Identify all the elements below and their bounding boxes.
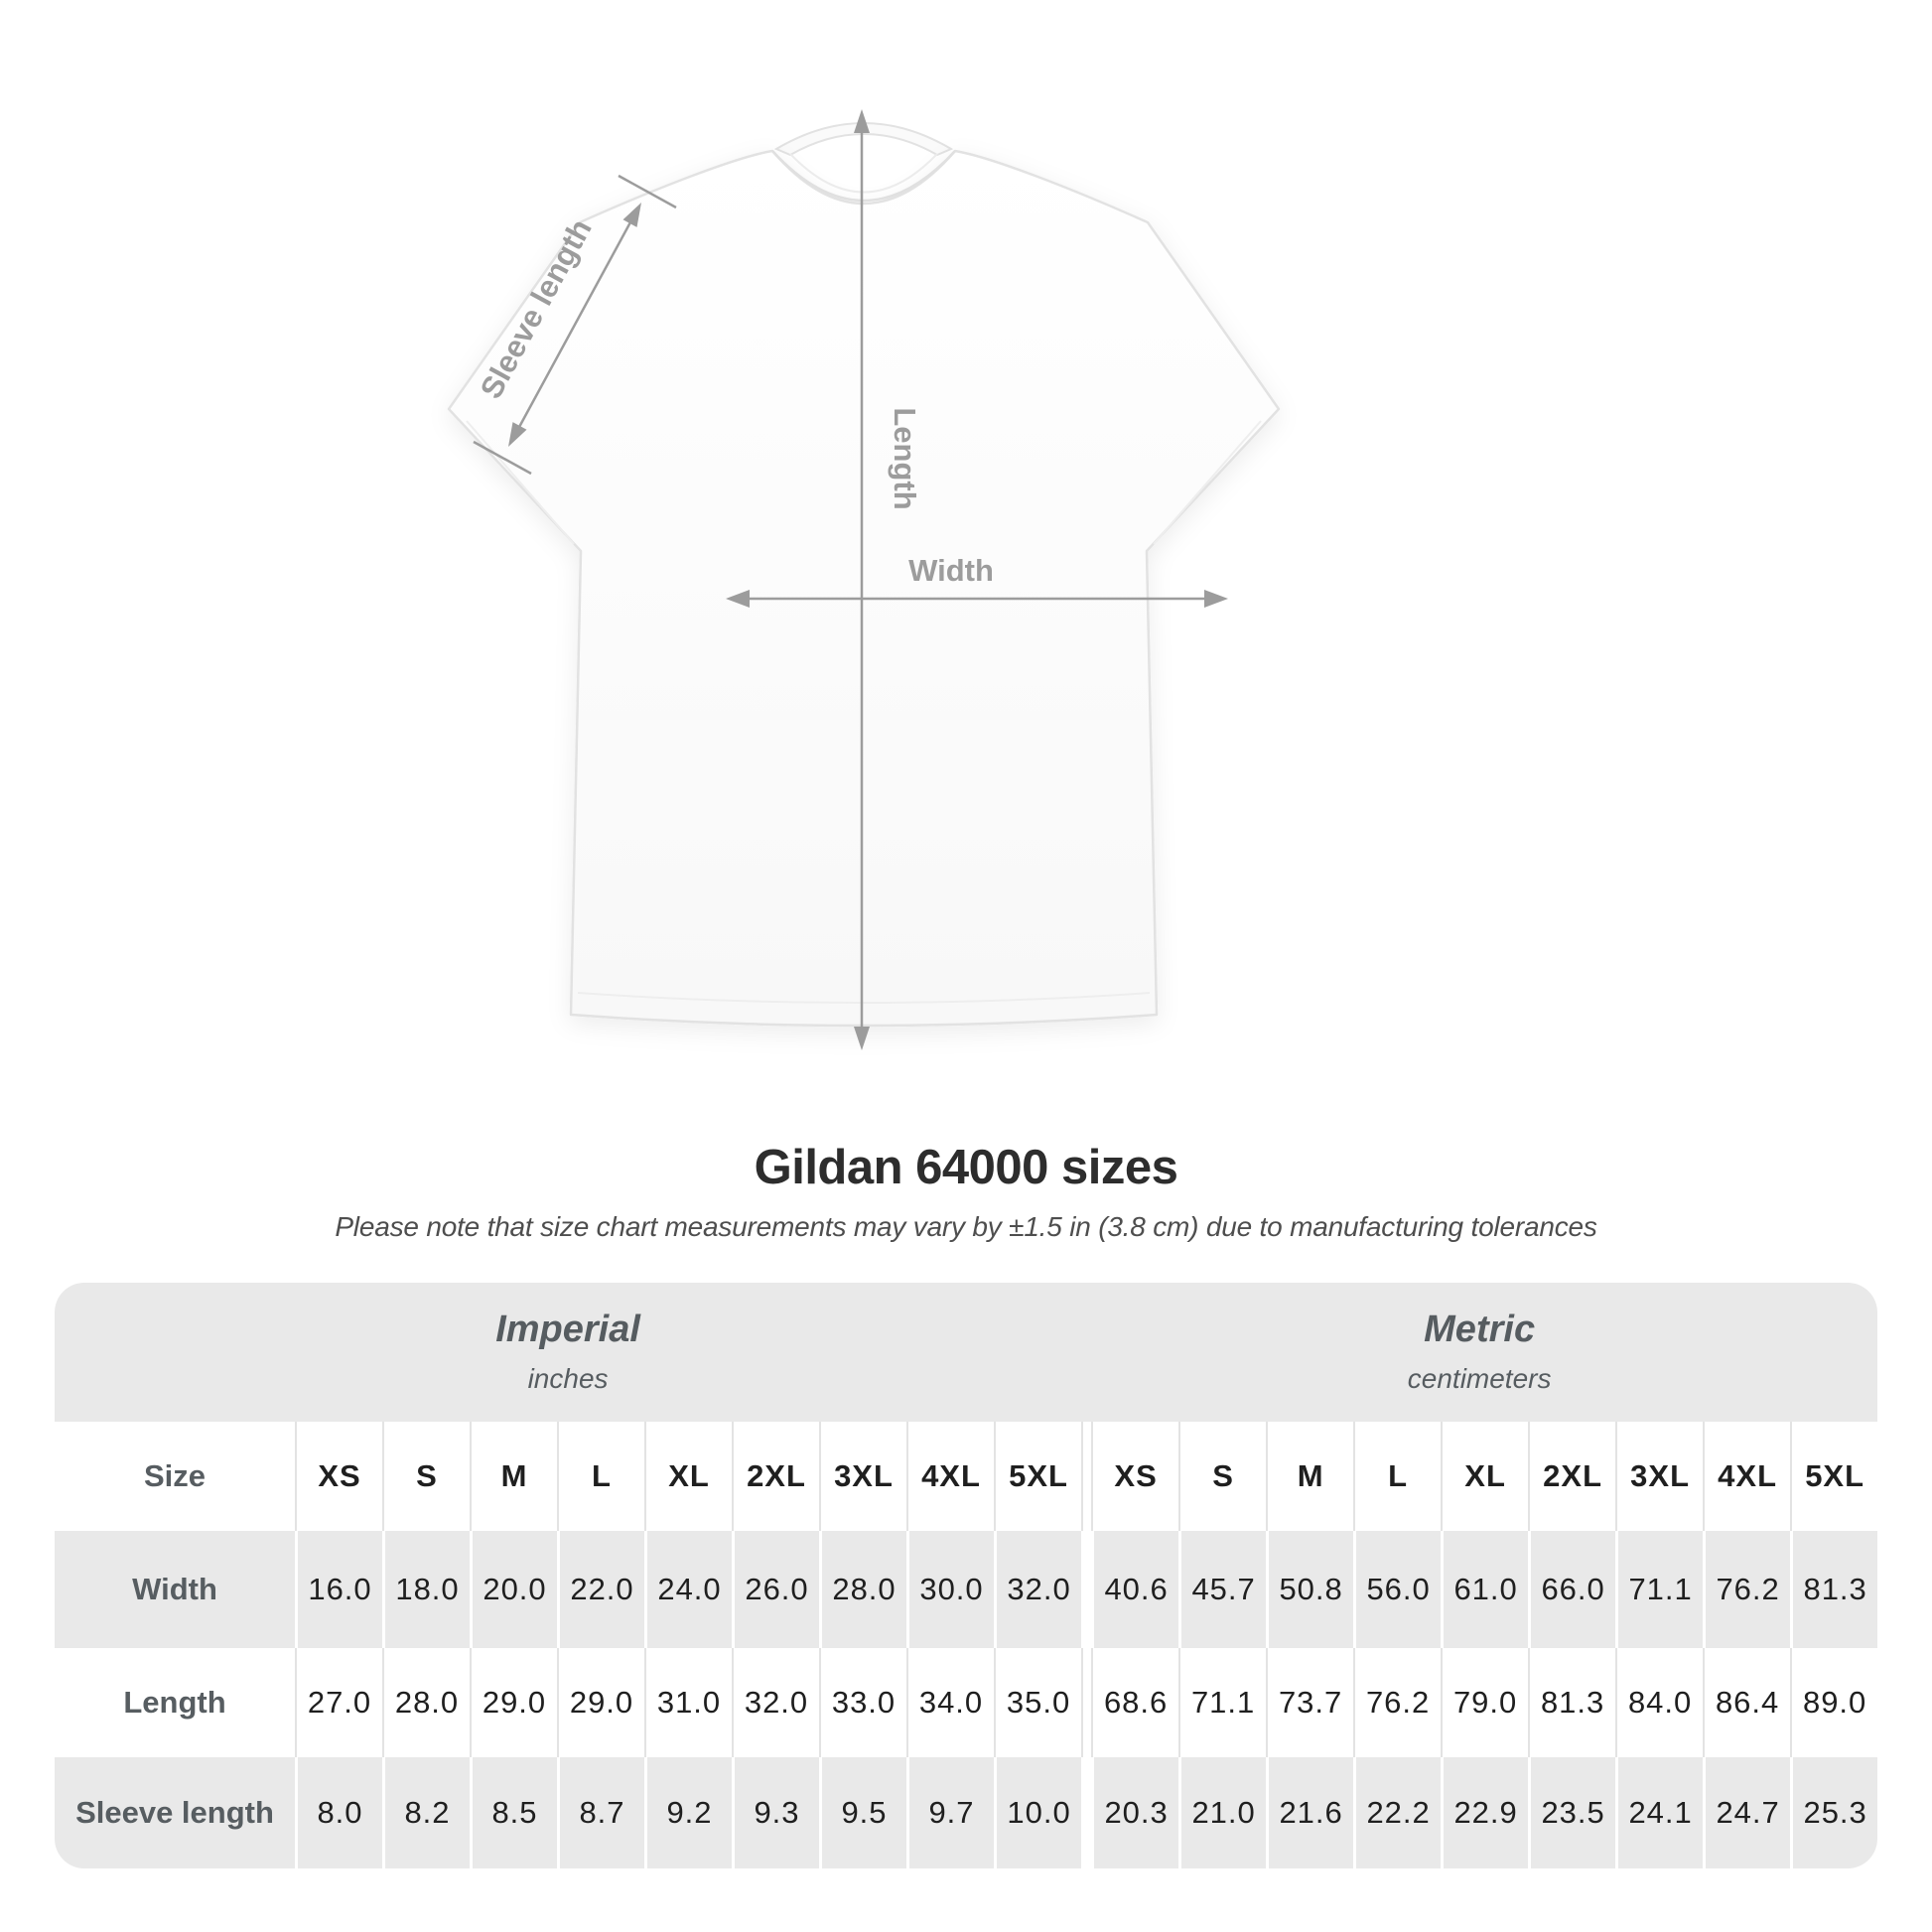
size-col-imperial-5XL: 5XL	[994, 1422, 1081, 1531]
length-row	[55, 1648, 1877, 1757]
width-row	[55, 1531, 1877, 1648]
length-row-cell-metric-5XL: 89.0	[1790, 1648, 1877, 1757]
size-col-imperial-2XL: 2XL	[732, 1422, 819, 1531]
metric-section-header	[1081, 1283, 1877, 1422]
length-row-label: Length	[55, 1648, 295, 1757]
length-row-cell-metric-S: 71.1	[1178, 1648, 1266, 1757]
sleeve-length-row-cell-metric-S: 21.0	[1178, 1757, 1266, 1868]
width-row-cell-imperial-5XL: 32.0	[994, 1531, 1081, 1648]
width-row-cell-metric-XL: 61.0	[1441, 1531, 1528, 1648]
size-table-grid	[55, 1283, 1877, 1868]
width-label: Width	[908, 553, 994, 588]
width-row-cell-imperial-2XL: 26.0	[732, 1531, 819, 1648]
length-row-cell-imperial-2XL: 32.0	[732, 1648, 819, 1757]
length-row-cell-metric-3XL: 84.0	[1615, 1648, 1703, 1757]
page-subtitle: Please note that size chart measurements may vary by ±1.5 in (3.8 cm) due to manufacturing tolerances	[335, 1211, 1597, 1242]
imperial-unit: inches	[527, 1362, 609, 1394]
sleeve-length-row-cell-metric-XS: 20.3	[1091, 1757, 1178, 1868]
width-row-cell-imperial-L: 22.0	[557, 1531, 644, 1648]
section-divider	[1081, 1648, 1091, 1757]
size-header-row-label: Size	[55, 1422, 295, 1531]
size-col-imperial-3XL: 3XL	[819, 1422, 906, 1531]
width-row-cell-metric-3XL: 71.1	[1615, 1531, 1703, 1648]
size-header-row	[55, 1422, 1877, 1531]
width-row-cell-imperial-XL: 24.0	[644, 1531, 732, 1648]
width-row-cell-metric-5XL: 81.3	[1790, 1531, 1877, 1648]
sleeve-length-row-cell-metric-2XL: 23.5	[1528, 1757, 1615, 1868]
length-row-cell-imperial-XL: 31.0	[644, 1648, 732, 1757]
size-col-imperial-M: M	[470, 1422, 557, 1531]
length-row-cell-metric-M: 73.7	[1266, 1648, 1353, 1757]
tshirt-outline	[449, 151, 1279, 1026]
sleeve-length-row-cell-imperial-XS: 8.0	[295, 1757, 382, 1868]
metric-unit: centimeters	[1407, 1362, 1552, 1394]
sleeve-length-row-cell-imperial-XL: 9.2	[644, 1757, 732, 1868]
width-row-cell-metric-S: 45.7	[1178, 1531, 1266, 1648]
length-row-cell-imperial-5XL: 35.0	[994, 1648, 1081, 1757]
sleeve-length-row-cell-metric-XL: 22.9	[1441, 1757, 1528, 1868]
sleeve-length-row-cell-metric-L: 22.2	[1353, 1757, 1441, 1868]
size-col-imperial-XL: XL	[644, 1422, 732, 1531]
length-row-cell-metric-4XL: 86.4	[1703, 1648, 1790, 1757]
width-row-cell-metric-4XL: 76.2	[1703, 1531, 1790, 1648]
size-col-metric-XL: XL	[1441, 1422, 1528, 1531]
size-col-imperial-S: S	[382, 1422, 470, 1531]
size-col-metric-L: L	[1353, 1422, 1441, 1531]
length-row-cell-imperial-4XL: 34.0	[906, 1648, 994, 1757]
size-col-metric-3XL: 3XL	[1615, 1422, 1703, 1531]
length-row-cell-metric-2XL: 81.3	[1528, 1648, 1615, 1757]
size-col-metric-XS: XS	[1091, 1422, 1178, 1531]
length-row-cell-metric-L: 76.2	[1353, 1648, 1441, 1757]
length-row-cell-imperial-3XL: 33.0	[819, 1648, 906, 1757]
section-divider	[1081, 1422, 1091, 1531]
sleeve-length-row-cell-metric-M: 21.6	[1266, 1757, 1353, 1868]
width-row-cell-imperial-M: 20.0	[470, 1531, 557, 1648]
metric-label: Metric	[1424, 1309, 1536, 1351]
width-row-cell-metric-XS: 40.6	[1091, 1531, 1178, 1648]
page-title: Gildan 64000 sizes	[754, 1141, 1178, 1194]
sleeve-length-row	[55, 1757, 1877, 1868]
sleeve-length-row-cell-imperial-M: 8.5	[470, 1757, 557, 1868]
size-col-imperial-XS: XS	[295, 1422, 382, 1531]
length-row-cell-imperial-L: 29.0	[557, 1648, 644, 1757]
sleeve-length-row-cell-imperial-3XL: 9.5	[819, 1757, 906, 1868]
size-table	[55, 1283, 1877, 1868]
length-label: Length	[888, 407, 922, 510]
width-row-cell-imperial-3XL: 28.0	[819, 1531, 906, 1648]
sleeve-length-row-cell-imperial-5XL: 10.0	[994, 1757, 1081, 1868]
width-row-cell-imperial-4XL: 30.0	[906, 1531, 994, 1648]
size-col-metric-5XL: 5XL	[1790, 1422, 1877, 1531]
width-row-cell-metric-L: 56.0	[1353, 1531, 1441, 1648]
width-row-cell-imperial-XS: 16.0	[295, 1531, 382, 1648]
heading-block	[0, 1140, 1932, 1243]
sleeve-length-row-cell-metric-3XL: 24.1	[1615, 1757, 1703, 1868]
size-col-metric-2XL: 2XL	[1528, 1422, 1615, 1531]
width-row-cell-imperial-S: 18.0	[382, 1531, 470, 1648]
imperial-label: Imperial	[495, 1309, 640, 1351]
section-divider	[1081, 1531, 1091, 1648]
unit-band-row	[55, 1283, 1877, 1422]
sleeve-length-row-label: Sleeve length	[55, 1757, 295, 1868]
sleeve-length-row-cell-imperial-4XL: 9.7	[906, 1757, 994, 1868]
length-row-cell-metric-XS: 68.6	[1091, 1648, 1178, 1757]
length-row-cell-imperial-M: 29.0	[470, 1648, 557, 1757]
size-col-imperial-L: L	[557, 1422, 644, 1531]
size-col-metric-S: S	[1178, 1422, 1266, 1531]
sleeve-length-row-cell-metric-4XL: 24.7	[1703, 1757, 1790, 1868]
imperial-section-header	[55, 1283, 1081, 1422]
width-row-cell-metric-M: 50.8	[1266, 1531, 1353, 1648]
length-row-cell-imperial-XS: 27.0	[295, 1648, 382, 1757]
sleeve-length-row-cell-metric-5XL: 25.3	[1790, 1757, 1877, 1868]
section-divider	[1081, 1757, 1091, 1868]
sleeve-length-row-cell-imperial-L: 8.7	[557, 1757, 644, 1868]
length-row-cell-metric-XL: 79.0	[1441, 1648, 1528, 1757]
size-col-metric-M: M	[1266, 1422, 1353, 1531]
sleeve-length-row-cell-imperial-2XL: 9.3	[732, 1757, 819, 1868]
sleeve-length-label: Sleeve length	[473, 212, 599, 405]
size-col-metric-4XL: 4XL	[1703, 1422, 1790, 1531]
size-col-imperial-4XL: 4XL	[906, 1422, 994, 1531]
width-row-label: Width	[55, 1531, 295, 1648]
width-row-cell-metric-2XL: 66.0	[1528, 1531, 1615, 1648]
length-row-cell-imperial-S: 28.0	[382, 1648, 470, 1757]
sleeve-length-row-cell-imperial-S: 8.2	[382, 1757, 470, 1868]
